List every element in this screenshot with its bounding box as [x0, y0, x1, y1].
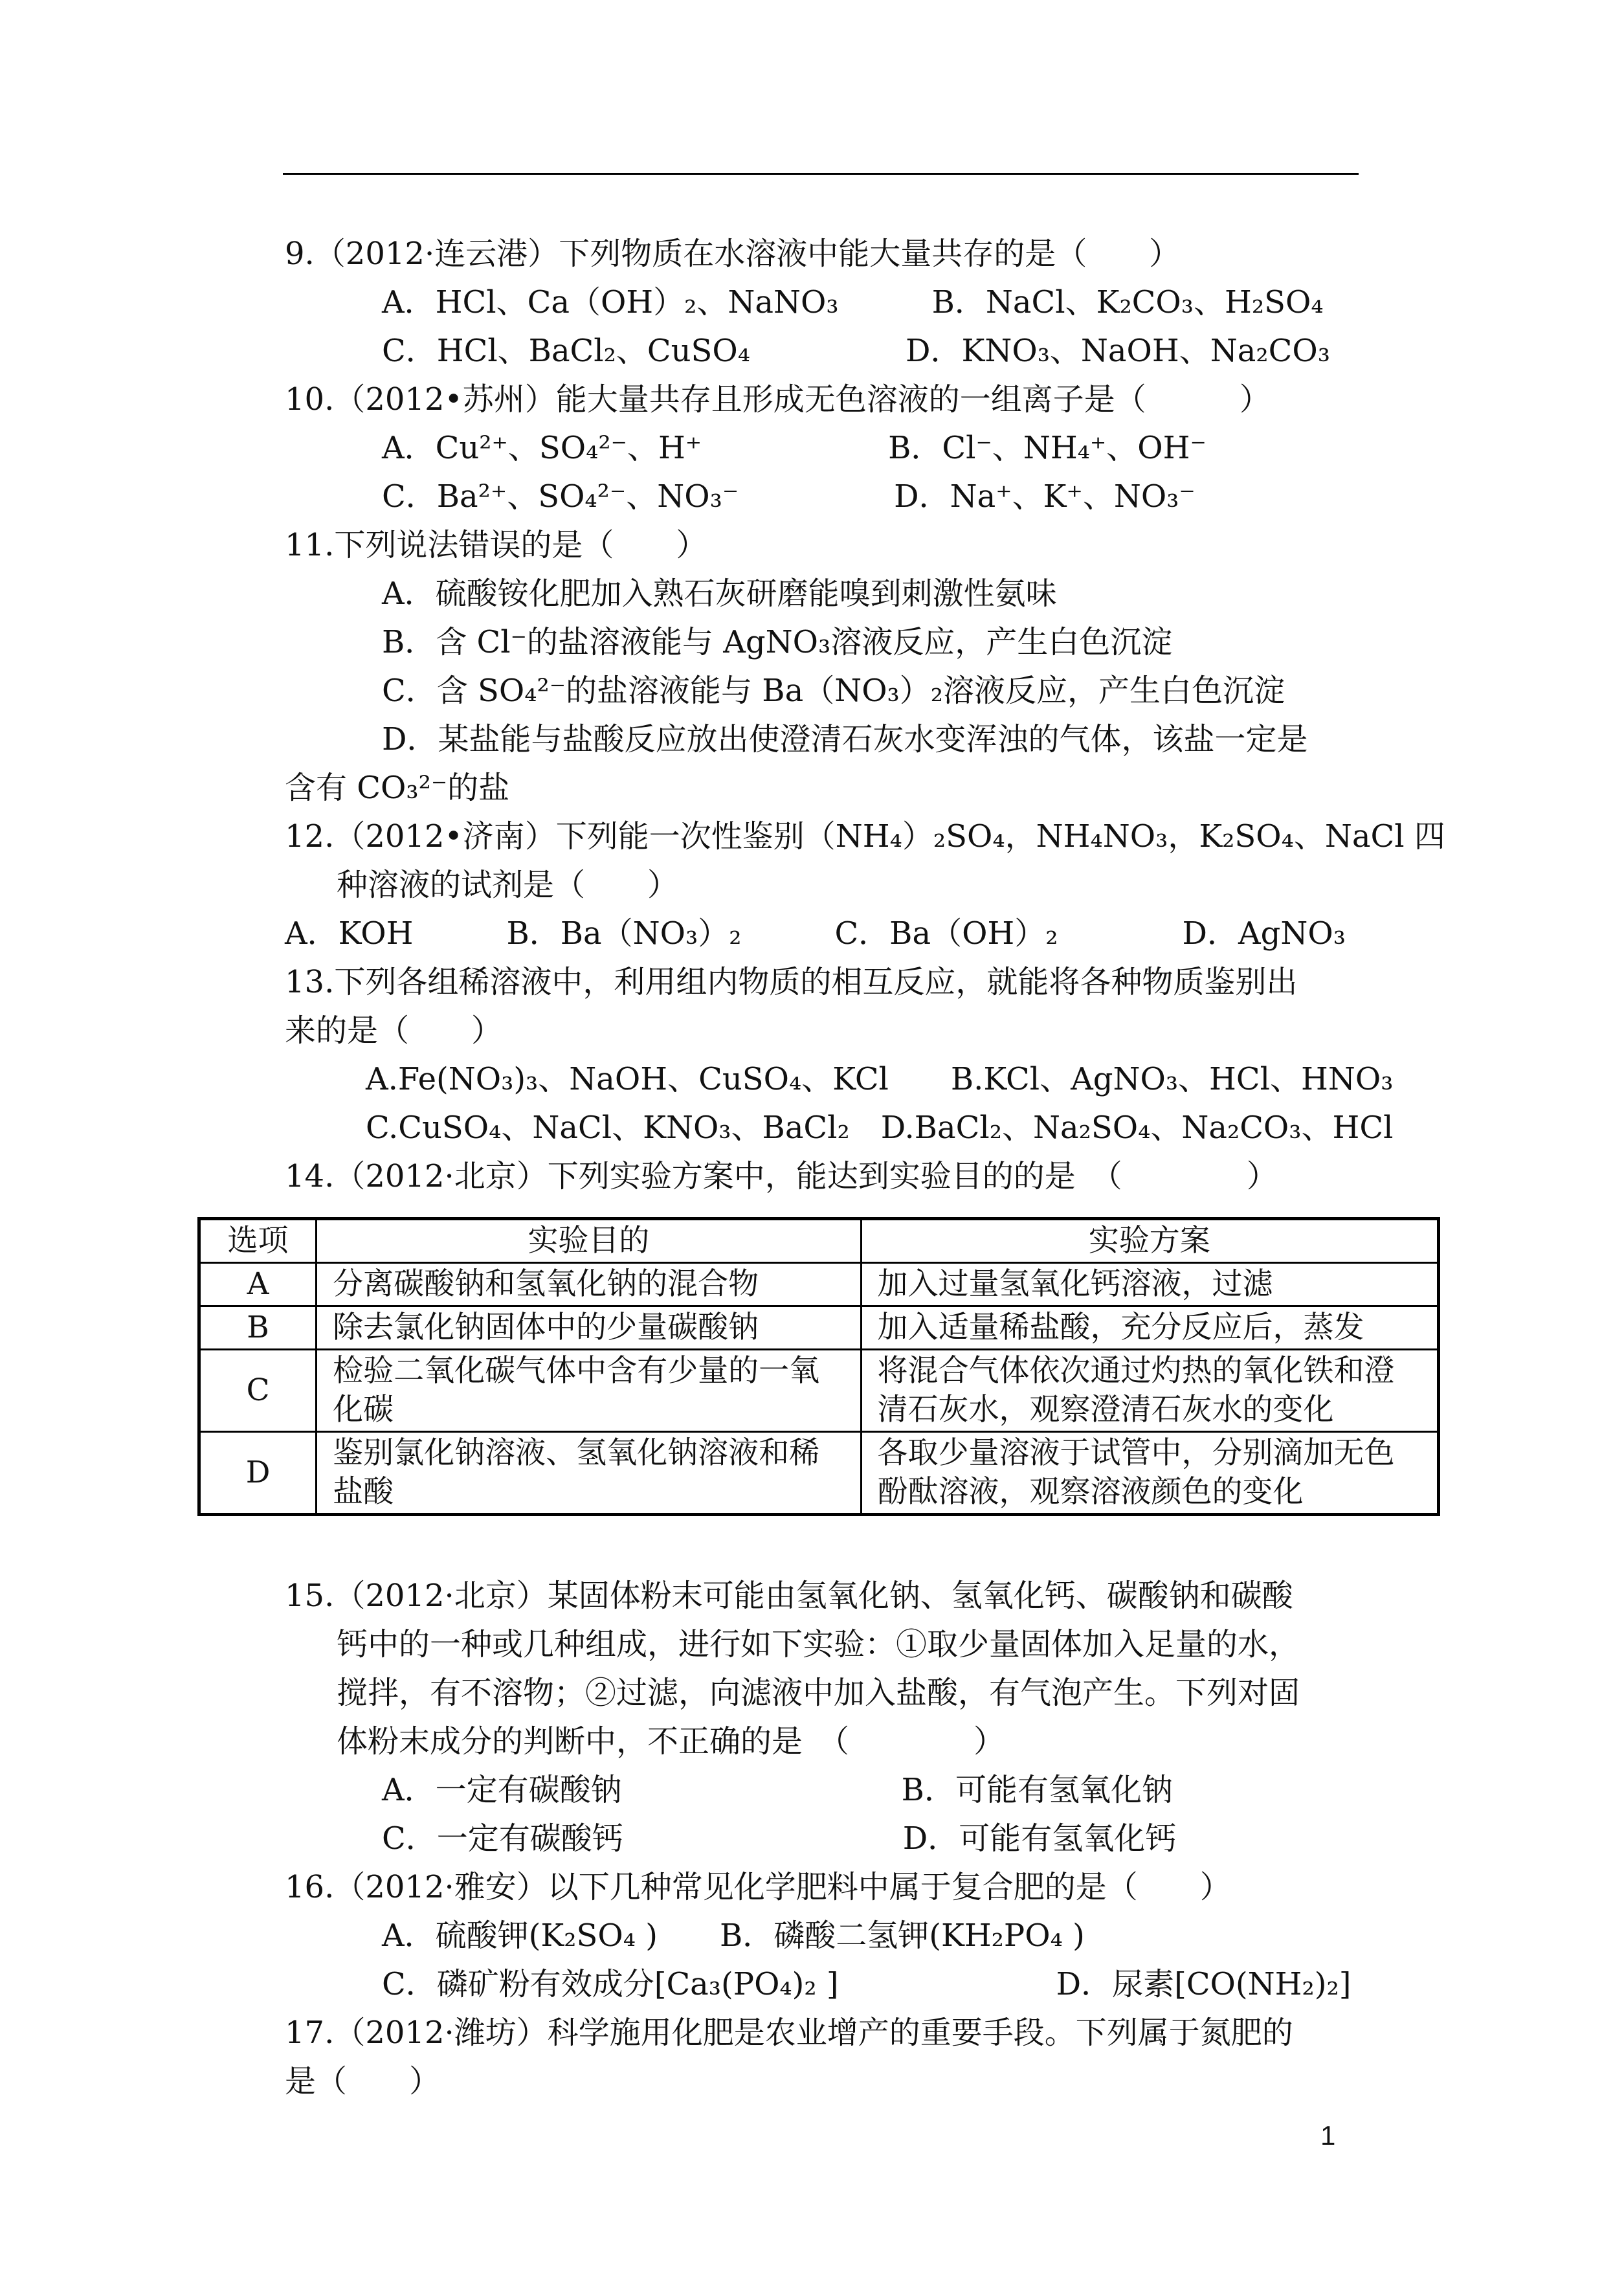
table-cell-goal: 检验二氧化碳气体中含有少量的一氧化碳 — [317, 1350, 861, 1432]
question-11-option-c: C．含 SO₄²⁻的盐溶液能与 Ba（NO₃）₂溶液反应，产生白色沉淀 — [382, 673, 1285, 709]
question-13: 13.下列各组稀溶液中，利用组内物质的相互反应，就能将各种物质鉴别出 — [285, 964, 1298, 1000]
question-12: 12.（2012•济南）下列能一次性鉴别（NH₄）₂SO₄，NH₄NO₃，K₂SO₄、NaCl 四 — [285, 818, 1445, 855]
table-row — [199, 1350, 1439, 1432]
question-9-options-ab: A．HCl、Ca（OH）₂、NaNO₃ B．NaCl、K₂CO₃、H₂SO₄ — [382, 284, 1324, 320]
question-9: 9.（2012·连云港）下列物质在水溶液中能大量共存的是（ ） — [285, 236, 1181, 272]
question-11-option-b: B．含 Cl⁻的盐溶液能与 AgNO₃溶液反应，产生白色沉淀 — [382, 624, 1173, 660]
table-header-cell: 实验目的 — [317, 1219, 861, 1263]
table-header-cell: 选项 — [199, 1219, 317, 1263]
question-16-options-ab: A．硫酸钾(K₂SO₄ ) B．磷酸二氢钾(KH₂PO₄ ) — [382, 1918, 1085, 1954]
question-15-options-ab: A．一定有碳酸钠 B．可能有氢氧化钠 — [382, 1772, 1173, 1808]
page-number: 1 — [1320, 2120, 1336, 2151]
question-13-cont: 来的是（ ） — [285, 1012, 503, 1049]
table-cell-option: D — [199, 1432, 317, 1515]
question-10-options-cd: C．Ba²⁺、SO₄²⁻、NO₃⁻ D．Na⁺、K⁺、NO₃⁻ — [382, 478, 1196, 515]
table-cell-plan: 将混合气体依次通过灼热的氧化铁和澄清石灰水，观察澄清石灰水的变化 — [861, 1350, 1438, 1432]
question-13-options-ab: A.Fe(NO₃)₃、NaOH、CuSO₄、KCl B.KCl、AgNO₃、HCl、HNO₃ — [366, 1061, 1394, 1097]
question-11-option-a: A．硫酸铵化肥加入熟石灰研磨能嗅到刺激性氨味 — [382, 576, 1057, 612]
table-cell-option: C — [199, 1350, 317, 1432]
question-9-options-cd: C．HCl、BaCl₂、CuSO₄ D．KNO₃、NaOH、Na₂CO₃ — [382, 333, 1330, 369]
question-15-cont-2: 搅拌，有不溶物；②过滤，向滤液中加入盐酸，有气泡产生。下列对固 — [337, 1675, 1300, 1711]
question-16-options-cd: C．磷矿粉有效成分[Ca₃(PO₄)₂ ] D．尿素[CO(NH₂)₂] — [382, 1966, 1351, 2002]
question-17-cont: 是（ ） — [285, 2063, 441, 2099]
table-cell-goal: 鉴别氯化钠溶液、氢氧化钠溶液和稀盐酸 — [317, 1432, 861, 1515]
question-11-option-d: D．某盐能与盐酸反应放出使澄清石灰水变浑浊的气体，该盐一定是 — [382, 721, 1308, 757]
table-row — [199, 1263, 1439, 1306]
question-15-cont-3: 体粉末成分的判断中，不正确的是 （ ） — [337, 1723, 1005, 1760]
table-cell-plan: 加入过量氢氧化钙溶液，过滤 — [861, 1263, 1438, 1306]
header-rule — [283, 173, 1359, 175]
question-11-option-d-cont: 含有 CO₃²⁻的盐 — [285, 770, 510, 806]
question-17: 17.（2012·潍坊）科学施用化肥是农业增产的重要手段。下列属于氮肥的 — [285, 2015, 1293, 2051]
question-15: 15.（2012·北京）某固体粉末可能由氢氧化钠、氢氧化钙、碳酸钠和碳酸 — [285, 1578, 1293, 1614]
table-cell-plan: 各取少量溶液于试管中，分别滴加无色酚酞溶液，观察溶液颜色的变化 — [861, 1432, 1438, 1515]
question-15-cont-1: 钙中的一种或几种组成，进行如下实验：①取少量固体加入足量的水， — [337, 1626, 1300, 1662]
question-11: 11.下列说法错误的是（ ） — [285, 527, 707, 563]
table-cell-option: A — [199, 1263, 317, 1306]
question-12-cont: 种溶液的试剂是（ ） — [337, 867, 679, 903]
table-cell-plan: 加入适量稀盐酸，充分反应后，蒸发 — [861, 1306, 1438, 1350]
question-12-options: A．KOH B．Ba（NO₃）₂ C．Ba（OH）₂ D．AgNO₃ — [285, 915, 1346, 952]
question-16: 16.（2012·雅安）以下几种常见化学肥料中属于复合肥的是（ ） — [285, 1869, 1231, 1905]
experiment-table — [197, 1217, 1440, 1516]
question-14: 14.（2012·北京）下列实验方案中，能达到实验目的的是 （ ） — [285, 1158, 1278, 1194]
table-cell-goal: 分离碳酸钠和氢氧化钠的混合物 — [317, 1263, 861, 1306]
question-10-options-ab: A．Cu²⁺、SO₄²⁻、H⁺ B．Cl⁻、NH₄⁺、OH⁻ — [382, 430, 1207, 466]
table-row — [199, 1432, 1439, 1515]
question-10: 10.（2012•苏州）能大量共存且形成无色溶液的一组离子是（ ） — [285, 381, 1271, 418]
table-cell-goal: 除去氯化钠固体中的少量碳酸钠 — [317, 1306, 861, 1350]
question-13-options-cd: C.CuSO₄、NaCl、KNO₃、BaCl₂ D.BaCl₂、Na₂SO₄、Na₂CO₃、HCl — [366, 1110, 1394, 1146]
table-header-cell: 实验方案 — [861, 1219, 1438, 1263]
question-15-options-cd: C．一定有碳酸钙 D．可能有氢氧化钙 — [382, 1820, 1177, 1857]
table-cell-option: B — [199, 1306, 317, 1350]
table-header-row — [199, 1219, 1439, 1263]
table-row — [199, 1306, 1439, 1350]
